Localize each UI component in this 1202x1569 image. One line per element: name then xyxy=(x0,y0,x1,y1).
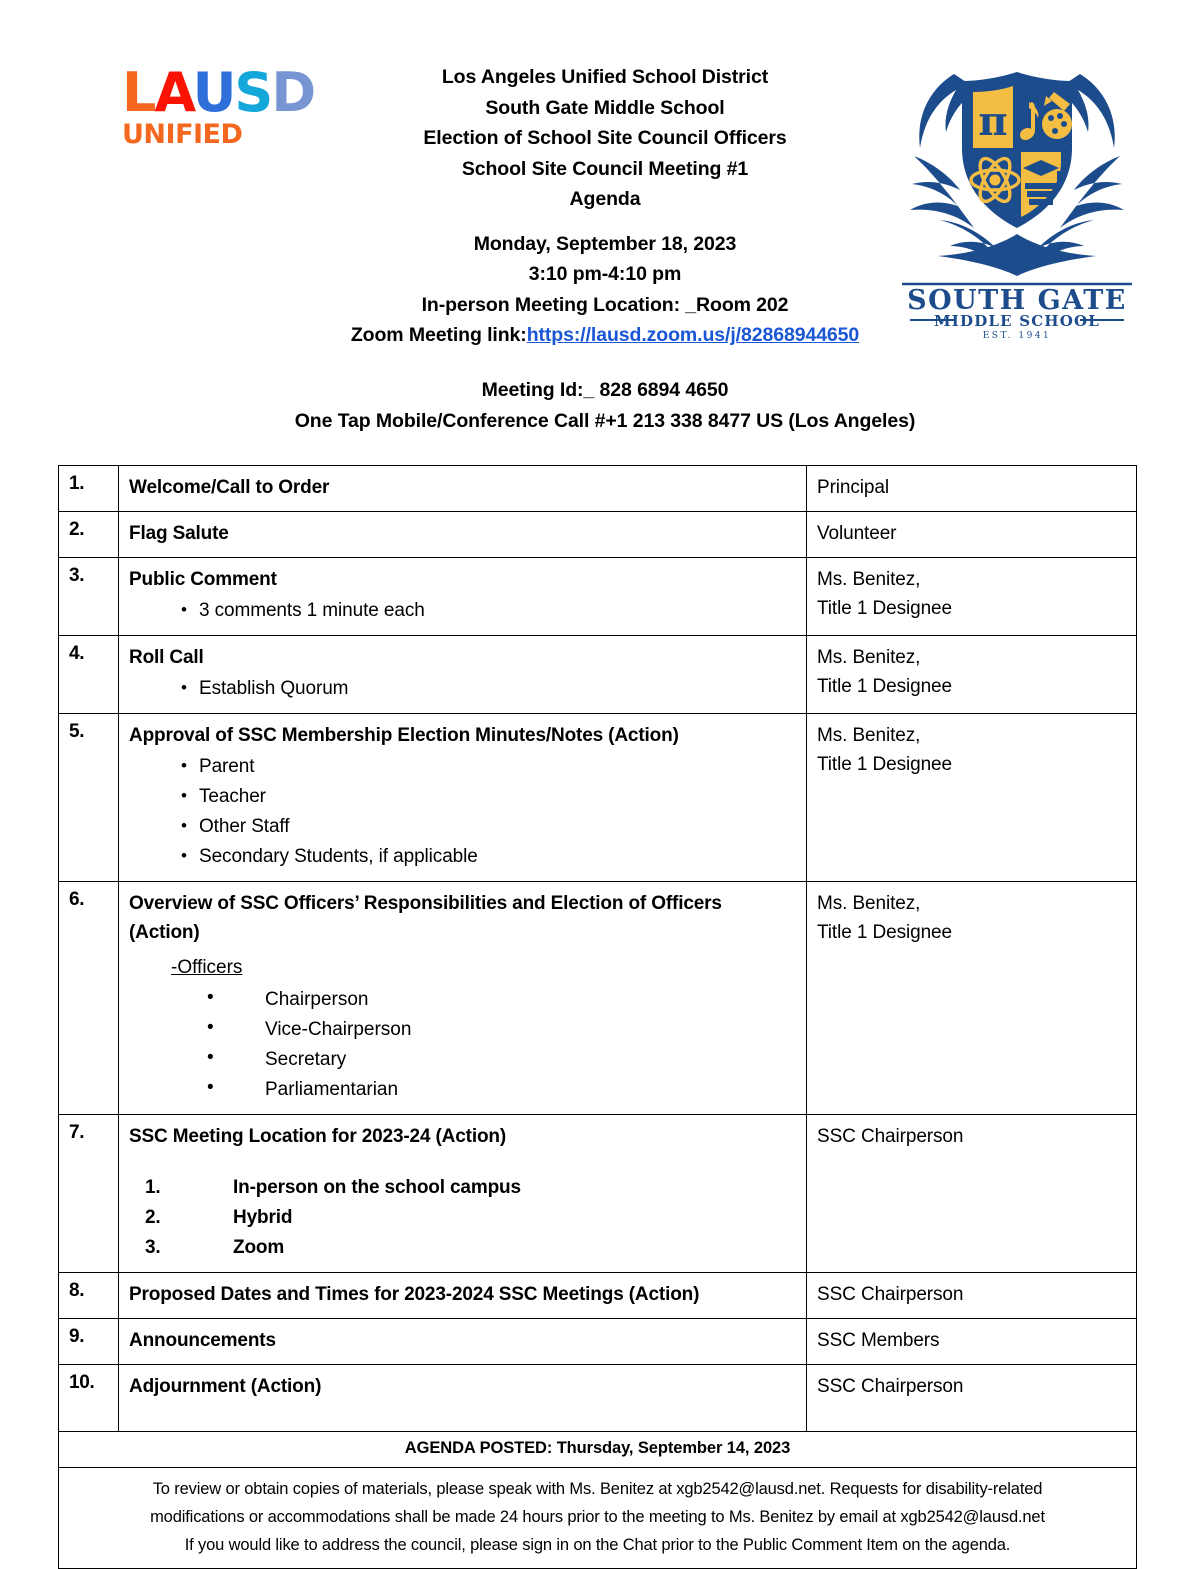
table-row xyxy=(59,558,1137,636)
responsible-line: Title 1 Designee xyxy=(817,922,952,943)
south-gate-crest-logo xyxy=(894,52,1140,338)
responsible-line: Volunteer xyxy=(817,523,897,544)
item-responsible xyxy=(807,636,1137,714)
agenda-table-container xyxy=(58,465,1136,1569)
crest-school-name: SOUTH GATE xyxy=(907,285,1127,316)
responsible-line: Ms. Benitez, xyxy=(817,725,921,746)
item-responsible xyxy=(807,1273,1137,1319)
meeting-id-block xyxy=(215,375,995,437)
table-row xyxy=(59,636,1137,714)
item-content xyxy=(119,1319,807,1365)
item-responsible xyxy=(807,714,1137,882)
responsible-line: SSC Chairperson xyxy=(817,1126,964,1147)
item-number: 8. xyxy=(59,1273,119,1319)
item-responsible xyxy=(807,1115,1137,1273)
lausd-letter-l: L xyxy=(122,61,155,124)
footnote-line: If you would like to address the council, please sign in on the Chat prior to the Public Comment Item on the agenda. xyxy=(184,1536,1011,1554)
item-content xyxy=(119,512,807,558)
header-line-agenda: Agenda xyxy=(569,188,641,210)
item-number: 6. xyxy=(59,882,119,1115)
item-title: Proposed Dates and Times for 2023-2024 SSC Meetings (Action) xyxy=(129,1284,700,1305)
responsible-line: SSC Chairperson xyxy=(817,1376,964,1397)
responsible-line: SSC Chairperson xyxy=(817,1284,964,1305)
item-content xyxy=(119,714,807,882)
crest-graphic xyxy=(894,52,1140,280)
responsible-line: Title 1 Designee xyxy=(817,676,952,697)
table-row xyxy=(59,1273,1137,1319)
item-content xyxy=(119,882,807,1115)
item-sub-list xyxy=(129,752,796,872)
lausd-unified-text: UNIFIED xyxy=(122,119,243,150)
item-number: 3. xyxy=(59,558,119,636)
item-title: Approval of SSC Membership Election Minutes/Notes (Action) xyxy=(129,725,679,746)
crest-established: EST. 1941 xyxy=(982,331,1052,338)
responsible-line: Ms. Benitez, xyxy=(817,893,921,914)
lausd-letter-d: D xyxy=(271,61,315,124)
meeting-date: Monday, September 18, 2023 xyxy=(473,232,737,255)
list-item: • Parent xyxy=(181,752,796,782)
list-item: • Parliamentarian xyxy=(207,1075,796,1105)
agenda-posted-text: AGENDA POSTED: Thursday, September 14, 2023 xyxy=(59,1432,1137,1468)
list-item: • Chairperson xyxy=(207,985,796,1015)
header-line-meeting: School Site Council Meeting #1 xyxy=(461,157,749,180)
footnote-row xyxy=(59,1468,1137,1569)
item-number: 2. xyxy=(59,512,119,558)
item-number: 5. xyxy=(59,714,119,882)
meeting-time: 3:10 pm-4:10 pm xyxy=(528,263,682,285)
item-content xyxy=(119,636,807,714)
table-row xyxy=(59,714,1137,882)
item-title: Welcome/Call to Order xyxy=(129,477,330,498)
zoom-link-line xyxy=(300,320,910,351)
item-content xyxy=(119,1273,807,1319)
responsible-line: Ms. Benitez, xyxy=(817,569,921,590)
header-title-block xyxy=(300,62,910,351)
item-responsible xyxy=(807,1365,1137,1432)
item-number: 10. xyxy=(59,1365,119,1432)
item-sub-list xyxy=(129,674,796,704)
zoom-link-label: Zoom Meeting link: xyxy=(350,324,527,346)
item-title: Adjournment (Action) xyxy=(129,1376,322,1397)
footnote-line: modifications or accommodations shall be made 24 hours prior to the meeting to Ms. Benitez by email at xgb2542@lausd.net xyxy=(150,1508,1045,1526)
list-item: • Teacher xyxy=(181,782,796,812)
svg-text:π: π xyxy=(978,98,1008,145)
zoom-meeting-link[interactable]: https://lausd.zoom.us/j/82868944650 xyxy=(526,324,860,346)
lausd-letter-u: U xyxy=(192,61,235,124)
table-row xyxy=(59,882,1137,1115)
item-number: 9. xyxy=(59,1319,119,1365)
item-content xyxy=(119,1365,807,1432)
header-line-election: Election of School Site Council Officers xyxy=(423,127,787,149)
list-item: • Establish Quorum xyxy=(181,674,796,704)
officers-list xyxy=(129,985,796,1105)
agenda-posted-row xyxy=(59,1432,1137,1468)
list-item: Hybrid xyxy=(233,1207,293,1228)
table-row xyxy=(59,1115,1137,1273)
table-row xyxy=(59,1365,1137,1432)
table-row xyxy=(59,512,1137,558)
item-title: Overview of SSC Officers’ Responsibilities and Election of Officers (Action) xyxy=(129,893,722,943)
table-row xyxy=(59,466,1137,512)
list-item: • Secondary Students, if applicable xyxy=(181,842,796,872)
list-item: • Secretary xyxy=(207,1045,796,1075)
item-sub-list xyxy=(129,596,796,626)
conference-call-line: One Tap Mobile/Conference Call #+1 213 338 8477 US (Los Angeles) xyxy=(294,410,916,432)
meeting-location: In-person Meeting Location: _Room 202 xyxy=(421,293,789,316)
item-responsible xyxy=(807,466,1137,512)
item-number: 4. xyxy=(59,636,119,714)
item-content xyxy=(119,1115,807,1273)
item-number: 7. xyxy=(59,1115,119,1273)
item-title: Flag Salute xyxy=(129,523,229,544)
responsible-line: Ms. Benitez, xyxy=(817,647,921,668)
list-item: • 3 comments 1 minute each xyxy=(181,596,796,626)
item-responsible xyxy=(807,882,1137,1115)
list-item: • Vice-Chairperson xyxy=(207,1015,796,1045)
table-row xyxy=(59,1319,1137,1365)
header-line-school: South Gate Middle School xyxy=(485,96,725,119)
responsible-line: SSC Members xyxy=(817,1330,940,1351)
list-item: • Other Staff xyxy=(181,812,796,842)
item-responsible xyxy=(807,558,1137,636)
item-numbered-list xyxy=(129,1173,796,1263)
document-header xyxy=(0,0,1202,432)
item-title: Public Comment xyxy=(129,569,277,590)
item-title: SSC Meeting Location for 2023-24 (Action) xyxy=(129,1126,507,1147)
item-number: 1. xyxy=(59,466,119,512)
responsible-line: Title 1 Designee xyxy=(817,598,952,619)
item-content xyxy=(119,558,807,636)
item-title: Announcements xyxy=(129,1330,276,1351)
item-responsible xyxy=(807,512,1137,558)
lausd-letter-s: S xyxy=(234,61,272,124)
footnote-line: To review or obtain copies of materials, please speak with Ms. Benitez at xgb2542@lausd.net. Requests for disability-related xyxy=(152,1480,1043,1498)
item-responsible xyxy=(807,1319,1137,1365)
list-item: Zoom xyxy=(233,1237,285,1258)
crest-name-graphic xyxy=(894,276,1140,338)
header-line-district: Los Angeles Unified School District xyxy=(441,66,769,88)
responsible-line: Title 1 Designee xyxy=(817,754,952,775)
list-item: In-person on the school campus xyxy=(233,1177,521,1198)
agenda-table xyxy=(58,465,1137,1569)
lausd-letter-a: A xyxy=(154,61,193,124)
footnote-block xyxy=(59,1468,1137,1569)
meeting-id: Meeting Id:_ 828 6894 4650 xyxy=(481,379,729,401)
item-content xyxy=(119,466,807,512)
responsible-line: Principal xyxy=(817,477,889,498)
crest-school-type: MIDDLE SCHOOL xyxy=(933,312,1101,330)
header-spacer xyxy=(300,215,910,229)
item-title: Roll Call xyxy=(129,647,204,668)
officers-subheading: -Officers xyxy=(171,957,243,978)
